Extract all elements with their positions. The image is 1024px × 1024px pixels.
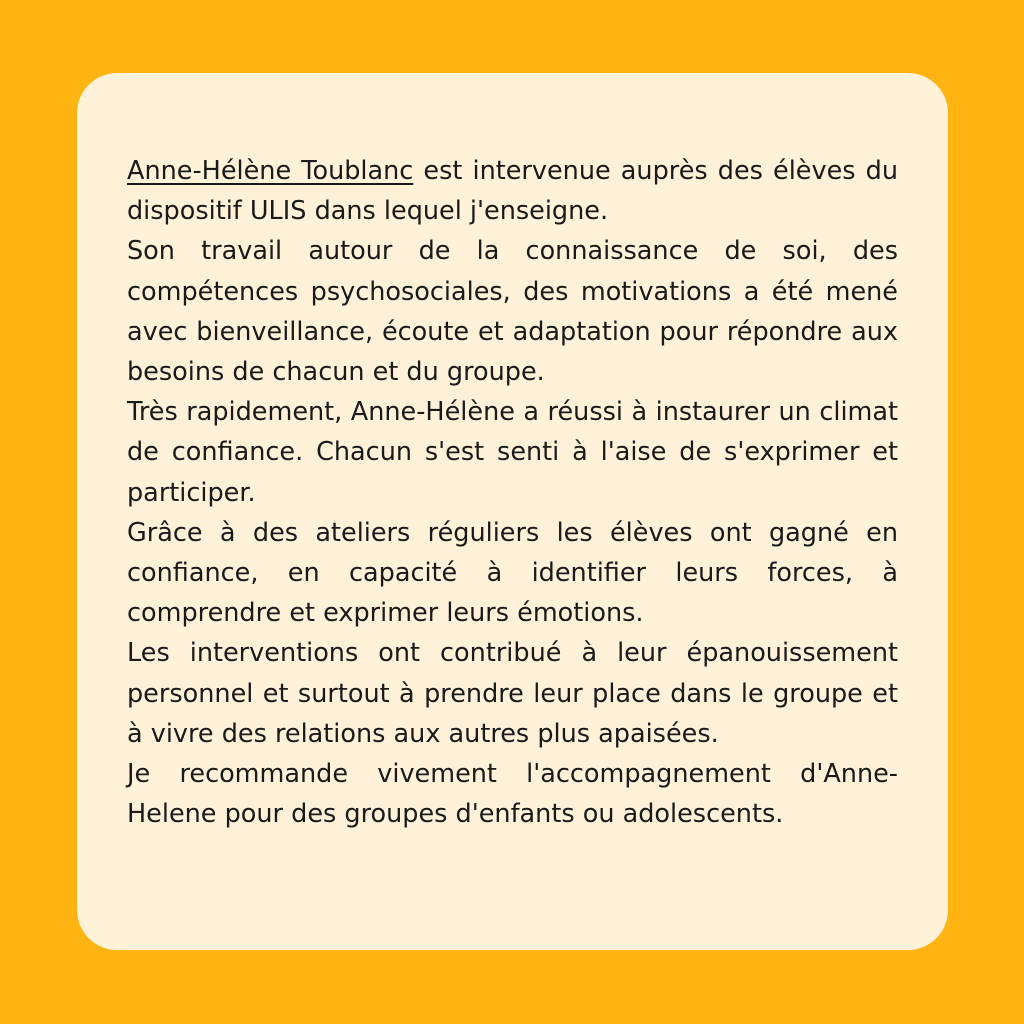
testimonial-paragraph: Très rapidement, Anne-Hélène a réussi à instaurer un climat de confiance. Chacun s'est senti à l'aise de s'exprimer et participer. [127,397,898,508]
testimonial-intro [127,151,898,231]
author-link[interactable]: Anne-Hélène Toublanc [127,156,414,186]
testimonial-paragraph: Grâce à des ateliers réguliers les élèves ont gagné en confiance, en capacité à identifier leurs forces, à comprendre et exprimer leurs émotions. [127,517,898,629]
testimonial-paragraph: Son travail autour de la connaissance de soi, des compétences psychosociales, des motivations a été mené avec bienveillance, écoute et adaptation pour répondre aux besoins de chacun et du groupe. [127,236,898,388]
testimonial-paragraph: Les interventions ont contribué à leur épanouissement personnel et surtout à prendre leur place dans le groupe et à vivre des relations aux autres plus apaisées. [127,638,898,749]
testimonial-paragraph: Je recommande vivement l'accompagnement d'Anne-Helene pour des groupes d'enfants ou adolescents. [127,759,898,830]
testimonial-card [77,73,948,950]
testimonial-text [127,151,898,834]
intro-text: est intervenue auprès des élèves du dispositif ULIS dans lequel j'enseigne. [127,156,898,227]
